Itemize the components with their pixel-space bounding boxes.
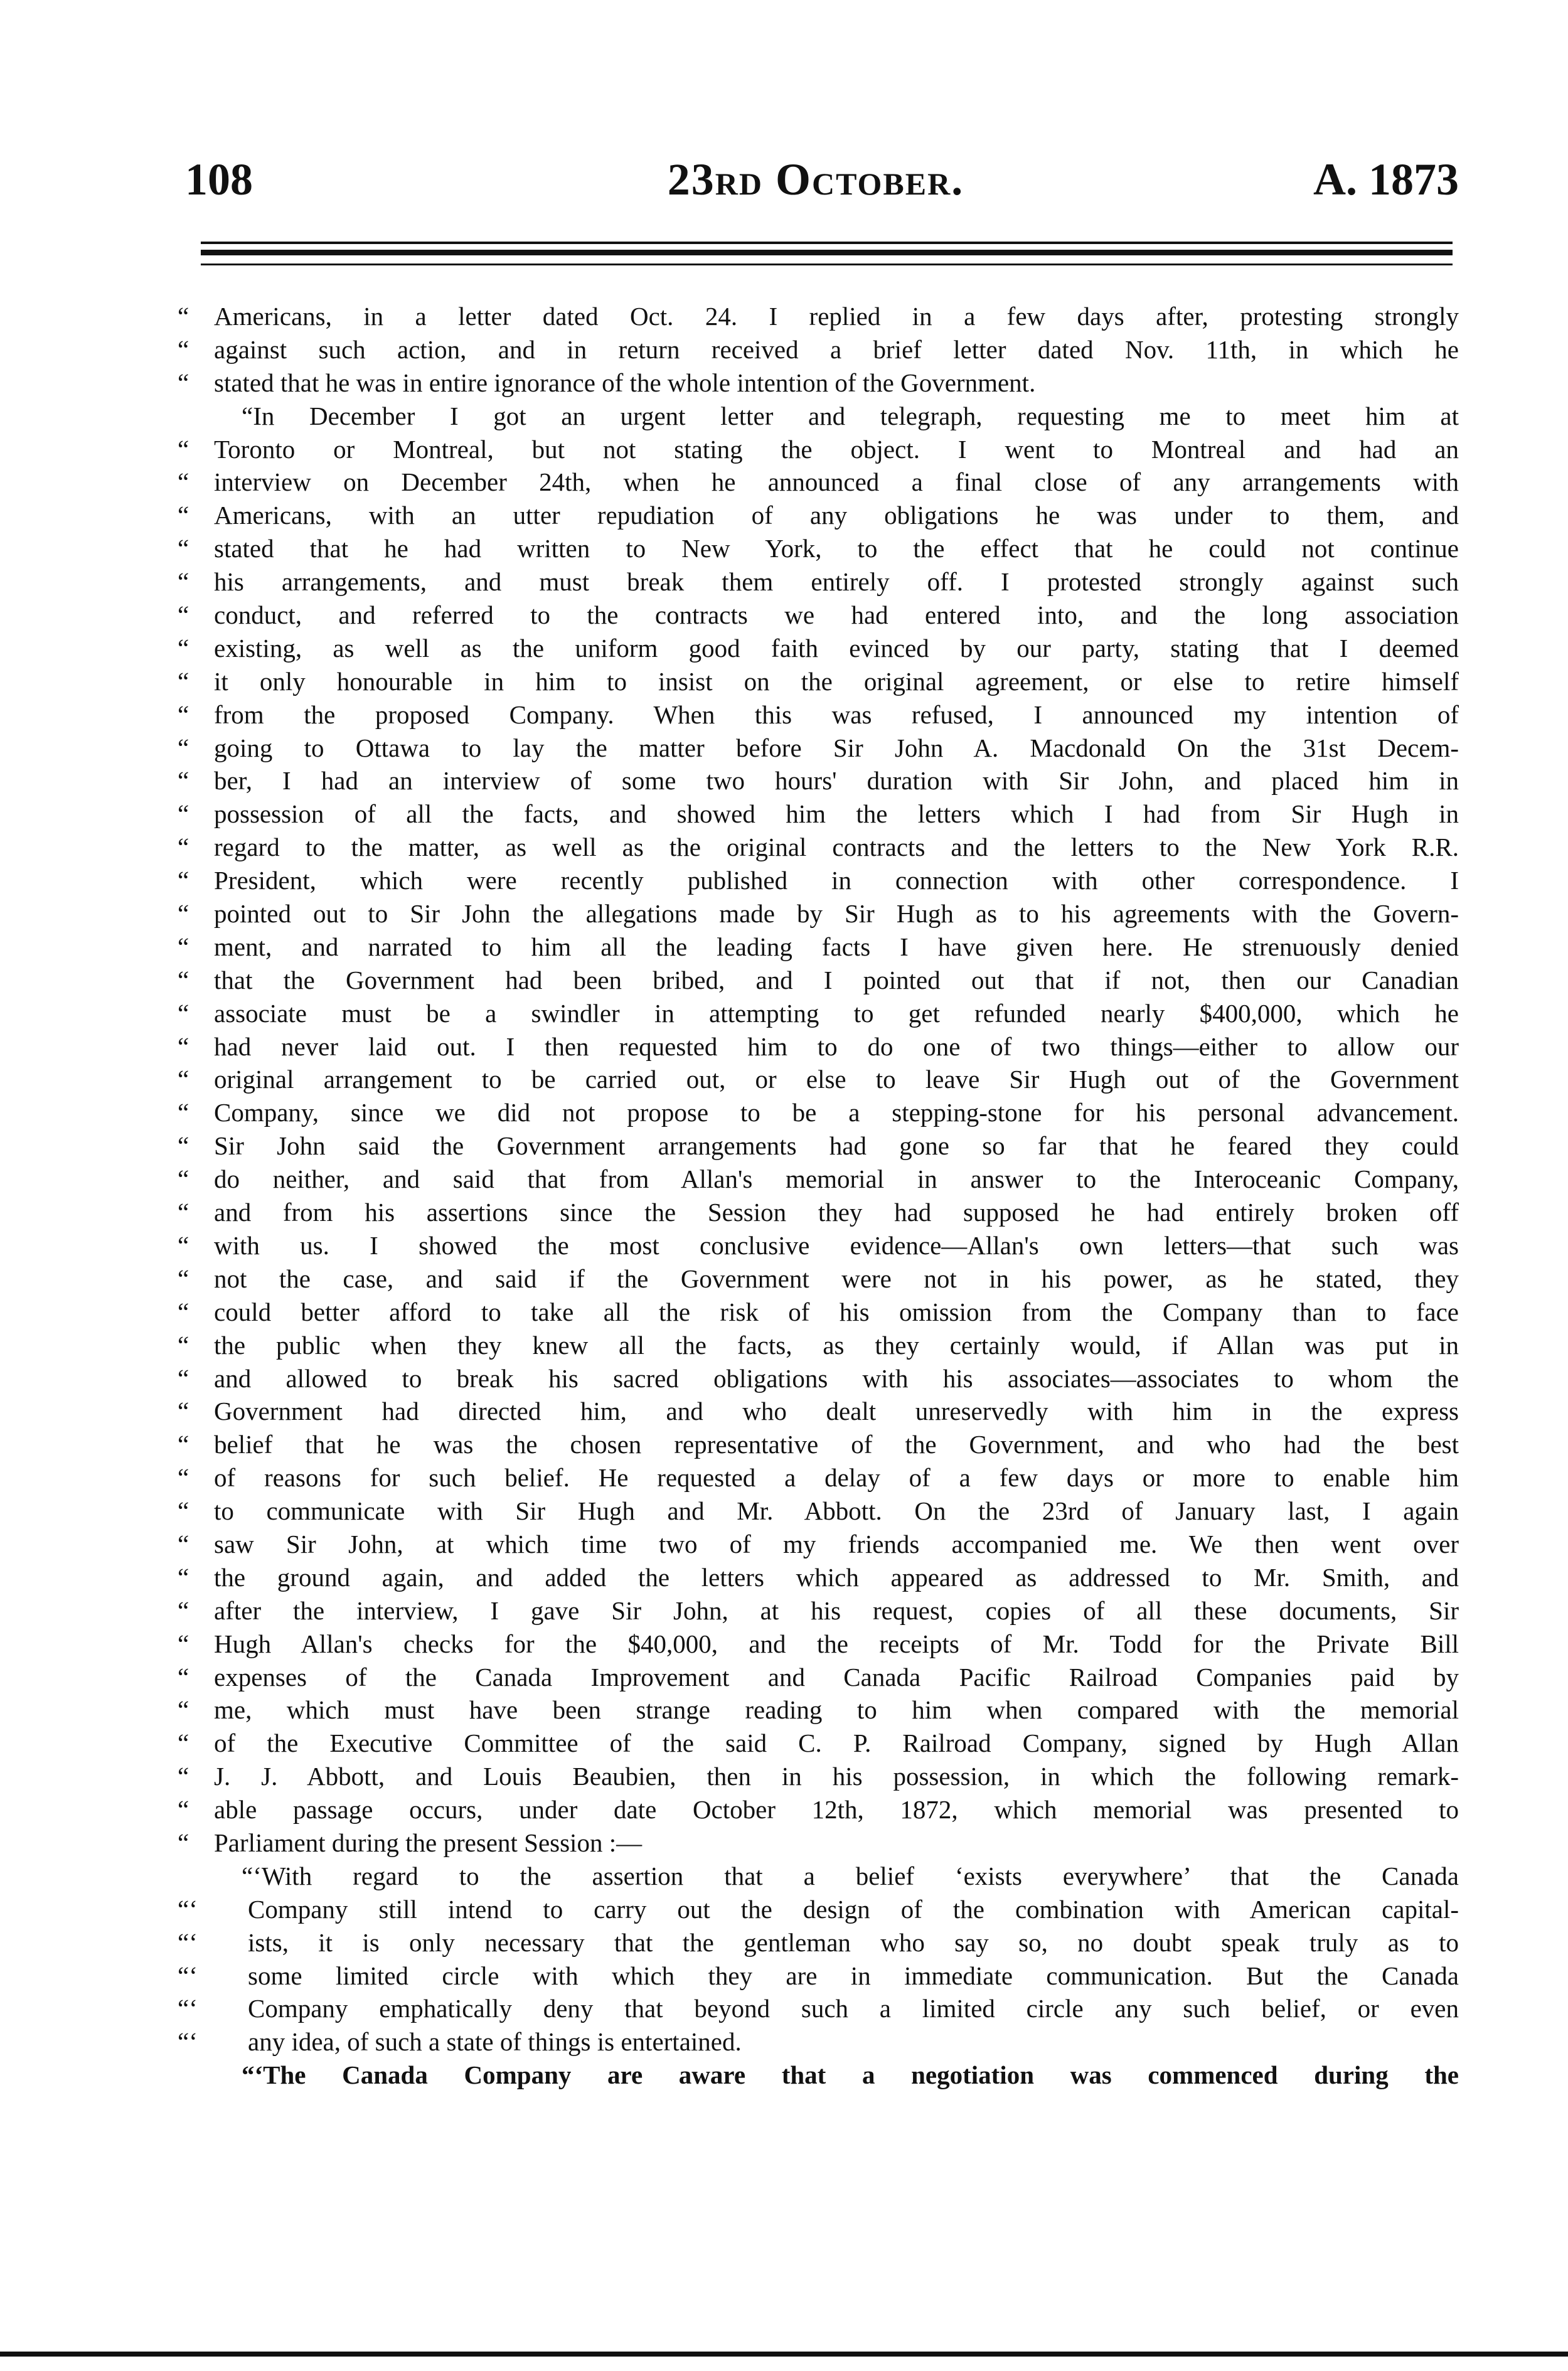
text-line: [173, 797, 1459, 831]
text-line: [173, 964, 1459, 997]
line-text: after the interview, I gave Sir John, at his request, copies of all these documents, Sir: [214, 1596, 1459, 1625]
header-rule-thick: [201, 250, 1453, 255]
quote-mark: “‘: [178, 1927, 198, 1957]
text-line: [173, 1594, 1459, 1628]
quote-mark: “: [178, 467, 189, 497]
line-text: J. J. Abbott, and Louis Beaubien, then in his possession, in which the following remark-: [214, 1762, 1459, 1791]
text-line: [173, 1926, 1459, 1959]
quote-mark: “: [178, 368, 189, 397]
text-line: [173, 698, 1459, 732]
quote-mark: “: [178, 1363, 189, 1393]
quote-mark: “: [178, 1695, 189, 1725]
quote-mark: “: [178, 1762, 189, 1791]
text-line: [173, 1096, 1459, 1129]
text-line: [173, 499, 1459, 532]
line-text: Government had directed him, and who dealt unreservedly with him in the express: [214, 1397, 1459, 1426]
quote-mark: “: [178, 700, 189, 729]
line-text: Parliament during the present Session :—: [214, 1828, 643, 1857]
text-line: [173, 1196, 1459, 1229]
quote-mark: “‘: [178, 1961, 198, 1990]
text-line: [173, 831, 1459, 864]
line-text: do neither, and said that from Allan's memorial in answer to the Interoceanic Company,: [214, 1164, 1459, 1194]
page-number: 108: [185, 154, 253, 205]
text-line: [173, 1163, 1459, 1196]
line-text: stated that he had written to New York, to the effect that he could not continue: [214, 534, 1459, 563]
text-line: [173, 930, 1459, 964]
quote-mark: “: [178, 567, 189, 597]
line-text: able passage occurs, under date October 12th, 1872, which memorial was presented to: [214, 1795, 1459, 1825]
quote-mark: “: [178, 965, 189, 994]
quote-mark: “: [178, 600, 189, 630]
quote-mark: “‘: [178, 2027, 198, 2057]
quote-mark: “: [178, 1330, 189, 1360]
text-line: [173, 366, 1459, 400]
quote-mark: “: [178, 1828, 189, 1857]
text-line: [173, 1893, 1459, 1926]
line-text: “‘With regard to the assertion that a belief ‘exists everywhere’ that the Canada: [242, 1861, 1459, 1890]
text-line: [173, 1760, 1459, 1793]
text-line: [173, 1860, 1459, 1893]
text-line: [173, 1561, 1459, 1594]
text-line: [173, 632, 1459, 665]
body-text: [173, 300, 1459, 2092]
text-line: [173, 1428, 1459, 1461]
quote-mark: “: [178, 1529, 189, 1558]
quote-mark: “: [178, 1596, 189, 1625]
line-text: ment, and narrated to him all the leading facts I have given here. He strenuously denied: [214, 932, 1459, 961]
line-text: existing, as well as the uniform good faith evinced by our party, stating that I deemed: [214, 633, 1459, 663]
text-line: [173, 1959, 1459, 1993]
quote-mark: “: [178, 1164, 189, 1194]
quote-mark: “: [178, 534, 189, 563]
line-text: could better afford to take all the risk of his omission from the Company than to face: [214, 1297, 1459, 1326]
line-text: to communicate with Sir Hugh and Mr. Abbott. On the 23rd of January last, I again: [214, 1496, 1459, 1526]
line-text: from the proposed Company. When this was refused, I announced my intention of: [214, 700, 1459, 729]
text-line: [173, 2059, 1459, 2092]
quote-mark: “: [178, 1496, 189, 1526]
line-text: me, which must have been strange reading to him when compared with the memorial: [214, 1695, 1459, 1725]
quote-mark: “: [178, 1463, 189, 1493]
line-text: conduct, and referred to the contracts we had entered into, and the long association: [214, 600, 1459, 630]
text-line: [173, 1030, 1459, 1063]
text-line: [173, 1296, 1459, 1329]
text-line: [173, 1362, 1459, 1395]
quote-mark: “: [178, 998, 189, 1028]
quote-mark: “: [178, 799, 189, 829]
text-line: [173, 1063, 1459, 1096]
line-text: his arrangements, and must break them entirely off. I protested strongly against such: [214, 567, 1459, 597]
quote-mark: “: [178, 1230, 189, 1260]
line-text: ber, I had an interview of some two hours' duration with Sir John, and placed him in: [214, 766, 1459, 796]
line-text: that the Government had been bribed, and I pointed out that if not, then our Canadian: [214, 965, 1459, 994]
line-text: and from his assertions since the Session they had supposed he had entirely broken off: [214, 1198, 1459, 1227]
line-text: the public when they knew all the facts, as they certainly would, if Allan was put in: [214, 1330, 1459, 1360]
text-line: [173, 1461, 1459, 1495]
quote-mark: “: [178, 1198, 189, 1227]
quote-mark: “: [178, 899, 189, 929]
line-text: possession of all the facts, and showed him the letters which I had from Sir Hugh in: [214, 799, 1459, 829]
line-text: against such action, and in return received a brief letter dated Nov. 11th, in which he: [214, 334, 1459, 364]
text-line: [173, 1628, 1459, 1661]
quote-mark: “: [178, 1397, 189, 1426]
line-text: President, which were recently published in connection with other correspondence. I: [214, 866, 1459, 895]
line-text: some limited circle with which they are in immediate communication. But the Canada: [248, 1961, 1459, 1990]
line-text: Toronto or Montreal, but not stating the object. I went to Montreal and had an: [214, 434, 1459, 464]
line-text: stated that he was in entire ignorance of the whole intention of the Government.: [214, 368, 1036, 397]
quote-mark: “: [178, 666, 189, 696]
line-text: any idea, of such a state of things is entertained.: [248, 2027, 742, 2057]
quote-mark: “: [178, 733, 189, 762]
quote-mark: “: [178, 1065, 189, 1094]
text-line: [173, 333, 1459, 366]
text-line: [173, 1495, 1459, 1528]
quote-mark: “: [178, 1729, 189, 1758]
line-text: going to Ottawa to lay the matter before Sir John A. Macdonald On the 31st Decem-: [214, 733, 1459, 762]
text-line: [173, 1129, 1459, 1163]
text-line: [173, 1661, 1459, 1694]
line-text: it only honourable in him to insist on the original agreement, or else to retire himself: [214, 666, 1459, 696]
text-line: [173, 1329, 1459, 1362]
quote-mark: “: [178, 1430, 189, 1459]
quote-mark: “‘: [178, 1894, 198, 1924]
line-text: belief that he was the chosen representative of the Government, and who had the best: [214, 1430, 1459, 1459]
text-line: [173, 1528, 1459, 1561]
line-text: expenses of the Canada Improvement and Canada Pacific Railroad Companies paid by: [214, 1662, 1459, 1692]
text-line: [173, 565, 1459, 599]
line-text: pointed out to Sir John the allegations made by Sir Hugh as to his agreements with the Govern-: [214, 899, 1459, 929]
text-line: [173, 400, 1459, 433]
header-rule-thin-top: [201, 242, 1453, 244]
quote-mark: “: [178, 766, 189, 796]
quote-mark: “: [178, 1264, 189, 1293]
quote-mark: “: [178, 1629, 189, 1658]
line-text: original arrangement to be carried out, or else to leave Sir Hugh out of the Government: [214, 1065, 1459, 1094]
quote-mark: “: [178, 1131, 189, 1161]
line-text: saw Sir John, at which time two of my friends accompanied me. We then went over: [214, 1529, 1459, 1558]
quote-mark: “: [178, 501, 189, 530]
page-header: [173, 144, 1459, 213]
text-line: [173, 300, 1459, 333]
line-text: Hugh Allan's checks for the $40,000, and the receipts of Mr. Todd for the Private Bill: [214, 1629, 1459, 1658]
text-line: [173, 466, 1459, 499]
quote-mark: “: [178, 833, 189, 862]
text-line: [173, 665, 1459, 698]
line-text: the ground again, and added the letters which appeared as addressed to Mr. Smith, and: [214, 1562, 1459, 1592]
line-text: associate must be a swindler in attempting to get refunded nearly $400,000, which he: [214, 998, 1459, 1028]
text-line: [173, 1992, 1459, 2025]
line-text: of reasons for such belief. He requested a delay of a few days or more to enable him: [214, 1463, 1459, 1493]
text-line: [173, 1793, 1459, 1826]
line-text: Sir John said the Government arrangements had gone so far that he feared they could: [214, 1131, 1459, 1161]
line-text: interview on December 24th, when he announced a final close of any arrangements with: [214, 467, 1459, 497]
line-text: “In December I got an urgent letter and telegraph, requesting me to meet him at: [242, 401, 1459, 430]
quote-mark: “: [178, 1662, 189, 1692]
line-text: regard to the matter, as well as the original contracts and the letters to the New York R.R.: [214, 833, 1459, 862]
line-text: of the Executive Committee of the said C. P. Railroad Company, signed by Hugh Allan: [214, 1729, 1459, 1758]
quote-mark: “: [178, 434, 189, 464]
quote-mark: “: [178, 866, 189, 895]
quote-mark: “‘: [178, 1994, 198, 2023]
quote-mark: “: [178, 1297, 189, 1326]
line-text: Company still intend to carry out the design of the combination with American capital-: [248, 1894, 1459, 1924]
line-text: Americans, with an utter repudiation of any obligations he was under to them, and: [214, 501, 1459, 530]
quote-mark: “: [178, 334, 189, 364]
quote-mark: “: [178, 1562, 189, 1592]
text-line: [173, 1693, 1459, 1727]
line-text: Company, since we did not propose to be a stepping-stone for his personal advancement.: [214, 1098, 1459, 1127]
text-line: [173, 599, 1459, 632]
text-line: [173, 1826, 1459, 1860]
line-text: not the case, and said if the Government were not in his power, as he stated, they: [214, 1264, 1459, 1293]
line-text: “‘The Canada Company are aware that a negotiation was commenced during the: [242, 2060, 1459, 2090]
line-text: Americans, in a letter dated Oct. 24. I replied in a few days after, protesting strongly: [214, 302, 1459, 331]
line-text: with us. I showed the most conclusive evidence—Allan's own letters—that such was: [214, 1230, 1459, 1260]
text-line: [173, 1262, 1459, 1296]
text-line: [173, 864, 1459, 897]
quote-mark: “: [178, 932, 189, 961]
text-line: [173, 1395, 1459, 1428]
text-line: [173, 2025, 1459, 2059]
header-rule-thin-bottom: [201, 264, 1453, 265]
text-line: [173, 732, 1459, 765]
line-text: ists, it is only necessary that the gentleman who say so, no doubt speak truly as to: [248, 1927, 1459, 1957]
line-text: Company emphatically deny that beyond such a limited circle any such belief, or even: [248, 1994, 1459, 2023]
header-year: A. 1873: [1313, 154, 1459, 205]
text-line: [173, 764, 1459, 797]
quote-mark: “: [178, 302, 189, 331]
quote-mark: “: [178, 1031, 189, 1061]
line-text: and allowed to break his sacred obligations with his associates—associates to whom the: [214, 1363, 1459, 1393]
header-date: 23rd October.: [667, 154, 964, 205]
text-line: [173, 897, 1459, 930]
text-line: [173, 433, 1459, 466]
line-text: had never laid out. I then requested him to do one of two things—either to allow our: [214, 1031, 1459, 1061]
quote-mark: “: [178, 1098, 189, 1127]
text-line: [173, 997, 1459, 1030]
quote-mark: “: [178, 633, 189, 663]
footer-rule: [0, 2352, 1568, 2357]
text-line: [173, 532, 1459, 565]
quote-mark: “: [178, 1795, 189, 1825]
text-line: [173, 1727, 1459, 1760]
text-line: [173, 1229, 1459, 1262]
